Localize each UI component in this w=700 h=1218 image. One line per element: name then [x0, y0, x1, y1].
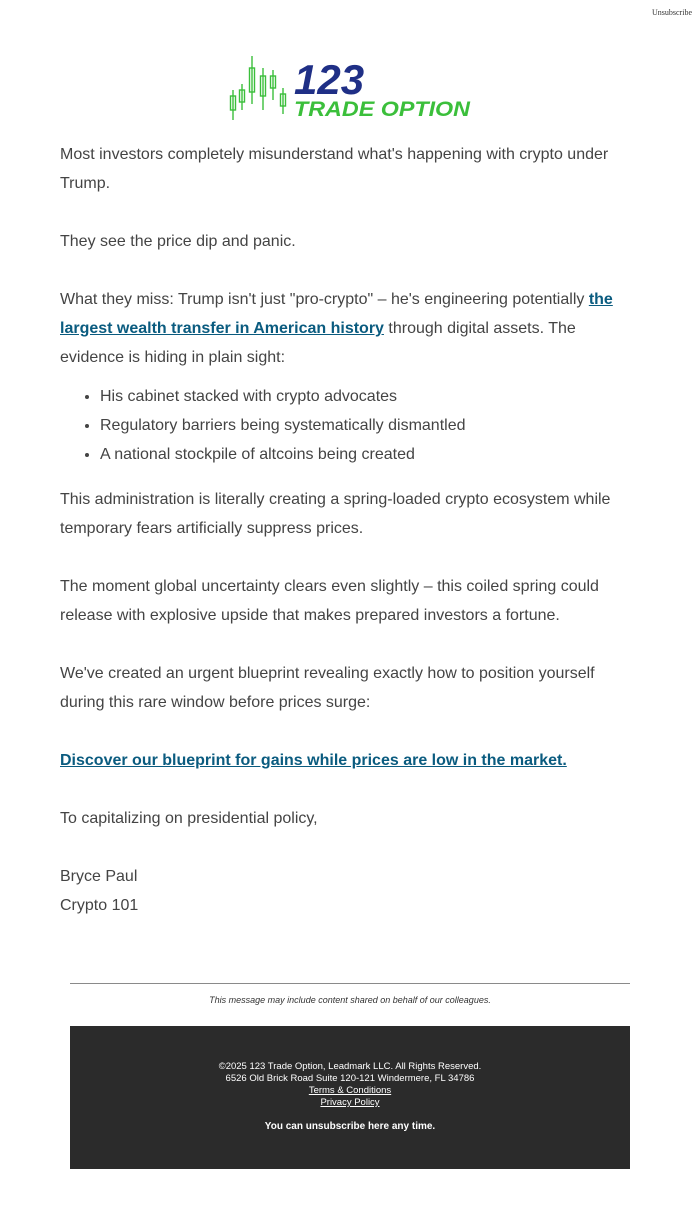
footer-copyright: ©2025 123 Trade Option, Leadmark LLC. All Rights Reserved. — [218, 1061, 482, 1072]
footer-unsubscribe[interactable]: You can unsubscribe here any time. — [264, 1121, 436, 1132]
brand-logo — [226, 54, 474, 122]
wealth-transfer-link[interactable]: the largest wealth transfer in American history — [60, 291, 613, 337]
candlestick-icon — [231, 56, 286, 120]
list-item: • His cabinet stacked with crypto advocates — [100, 382, 630, 411]
list-item: • Regulatory barriers being systematically dismantled — [100, 411, 630, 440]
evidence-list — [60, 382, 630, 469]
privacy-link[interactable]: Privacy Policy — [320, 1097, 380, 1108]
paragraph-coiled-spring: The moment global uncertainty clears even slightly – this coiled spring could release with explosive upside that makes prepared investors a fortune. — [60, 578, 599, 624]
logo-wordmark: TRADE OPTION — [294, 98, 471, 121]
paragraph-intro: Most investors completely misunderstand what's happening with crypto under Trump. — [60, 146, 609, 192]
footer — [70, 1026, 630, 1169]
paragraph-ecosystem: This administration is literally creating a spring-loaded crypto ecosystem while temporary fears artificially suppress prices. — [60, 491, 611, 537]
footer-divider — [70, 983, 630, 984]
blueprint-cta-link[interactable]: Discover our blueprint for gains while prices are low in the market. — [60, 752, 567, 769]
unsubscribe-link-top[interactable]: Unsubscribe — [652, 8, 692, 17]
footer-address: 6526 Old Brick Road Suite 120-121 Windermere, FL 34786 — [225, 1073, 475, 1084]
logo-number: 123 — [294, 56, 365, 103]
signature-name: Bryce Paul — [60, 868, 138, 885]
wealth-transfer-lead: What they miss: Trump isn't just "pro-crypto" – he's engineering potentially — [60, 291, 589, 308]
email-body — [60, 140, 630, 920]
paragraph-panic: They see the price dip and panic. — [60, 233, 296, 250]
footer-note: This message may include content shared on behalf of our colleagues. — [209, 995, 491, 1005]
list-item: • A national stockpile of altcoins being created — [100, 440, 630, 469]
closing-line: To capitalizing on presidential policy, — [60, 810, 318, 827]
paragraph-wealth-transfer — [60, 285, 630, 372]
wealth-transfer-tail: through digital assets. The evidence is hiding in plain sight: — [60, 320, 576, 366]
terms-link[interactable]: Terms & Conditions — [308, 1085, 392, 1096]
signature-org: Crypto 101 — [60, 897, 139, 914]
paragraph-blueprint: We've created an urgent blueprint revealing exactly how to position yourself during this rare window before prices surge: — [60, 665, 595, 711]
